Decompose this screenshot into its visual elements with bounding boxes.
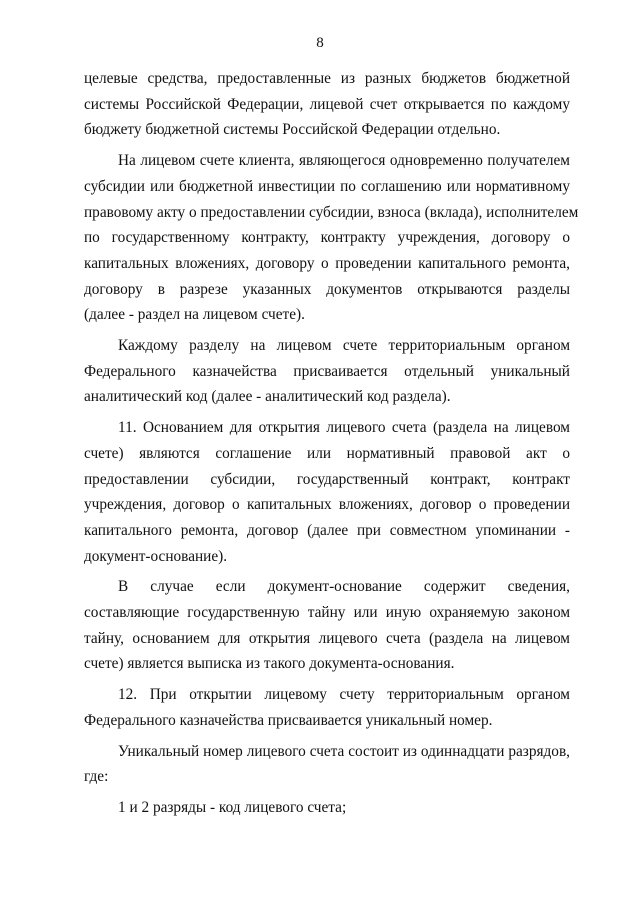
text-line: 12. При открытии лицевому счету территориальным органом	[118, 686, 570, 704]
text-line: составляющие государственную тайну или иную охраняемую законом	[84, 604, 570, 622]
text-line: субсидии или бюджетной инвестиции по соглашению или нормативному	[84, 177, 570, 195]
text-line: целевые средства, предоставленные из разных бюджетов бюджетной	[84, 70, 570, 87]
text-line: системы Российской Федерации, лицевой счет открывается по каждому	[84, 95, 570, 113]
text-line: где:	[84, 768, 109, 786]
text-line: аналитический код (далее - аналитический код раздела).	[84, 388, 451, 406]
text-line: правовому акту о предоставлении субсидии, взноса (вклада), исполнителем	[84, 203, 579, 221]
text-line: по государственному контракту, контракту учреждения, договору о	[84, 229, 570, 247]
text-line: учреждения, договор о капитальных вложениях, договор о проведении	[84, 496, 570, 514]
text-line: 11. Основанием для открытия лицевого счета (раздела на лицевом	[118, 419, 570, 437]
text-line: В случае если документ-основание содержит сведения,	[118, 578, 570, 596]
text-line: договору в разрезе указанных документов открываются разделы	[84, 280, 570, 298]
text-line: капитальных вложениях, договору о проведении капитального ремонта,	[84, 254, 570, 272]
text-line: счете) являются соглашение или нормативный правовой акт о	[84, 444, 570, 462]
text-line: Федерального казначейства присваивается отдельный уникальный	[84, 362, 570, 380]
text-line: капитального ремонта, договор (далее при совместном упоминании -	[84, 521, 570, 539]
text-line: документ-основание).	[84, 547, 228, 565]
text-line: (далее - раздел на лицевом счете).	[84, 306, 305, 324]
paragraph-2	[84, 148, 579, 328]
text-line: На лицевом счете клиента, являющегося одновременно получателем	[118, 152, 570, 170]
paragraph-6	[84, 682, 570, 733]
text-line: тайну, основанием для открытия лицевого счета (раздела на лицевом	[84, 629, 570, 647]
document-body	[84, 66, 579, 821]
paragraph-7	[84, 739, 570, 790]
paragraph-3	[84, 333, 570, 410]
text-line: 1 и 2 разряды - код лицевого счета;	[118, 798, 347, 816]
paragraph-8	[84, 795, 570, 821]
text-line: предоставлении субсидии, государственный контракт, контракт	[84, 470, 570, 488]
paragraph-4	[84, 415, 570, 569]
paragraph-1	[84, 66, 570, 143]
text-line: бюджету бюджетной системы Российской Федерации отдельно.	[84, 121, 501, 139]
page-number: 8	[316, 35, 324, 51]
paragraph-5	[84, 574, 570, 677]
text-line: Уникальный номер лицевого счета состоит из одиннадцати разрядов,	[118, 742, 570, 760]
text-line: Федерального казначейства присваивается уникальный номер.	[84, 711, 493, 729]
text-line: Каждому разделу на лицевом счете территориальным органом	[118, 337, 570, 355]
text-line: счете) является выписка из такого документа-основания.	[84, 655, 455, 673]
